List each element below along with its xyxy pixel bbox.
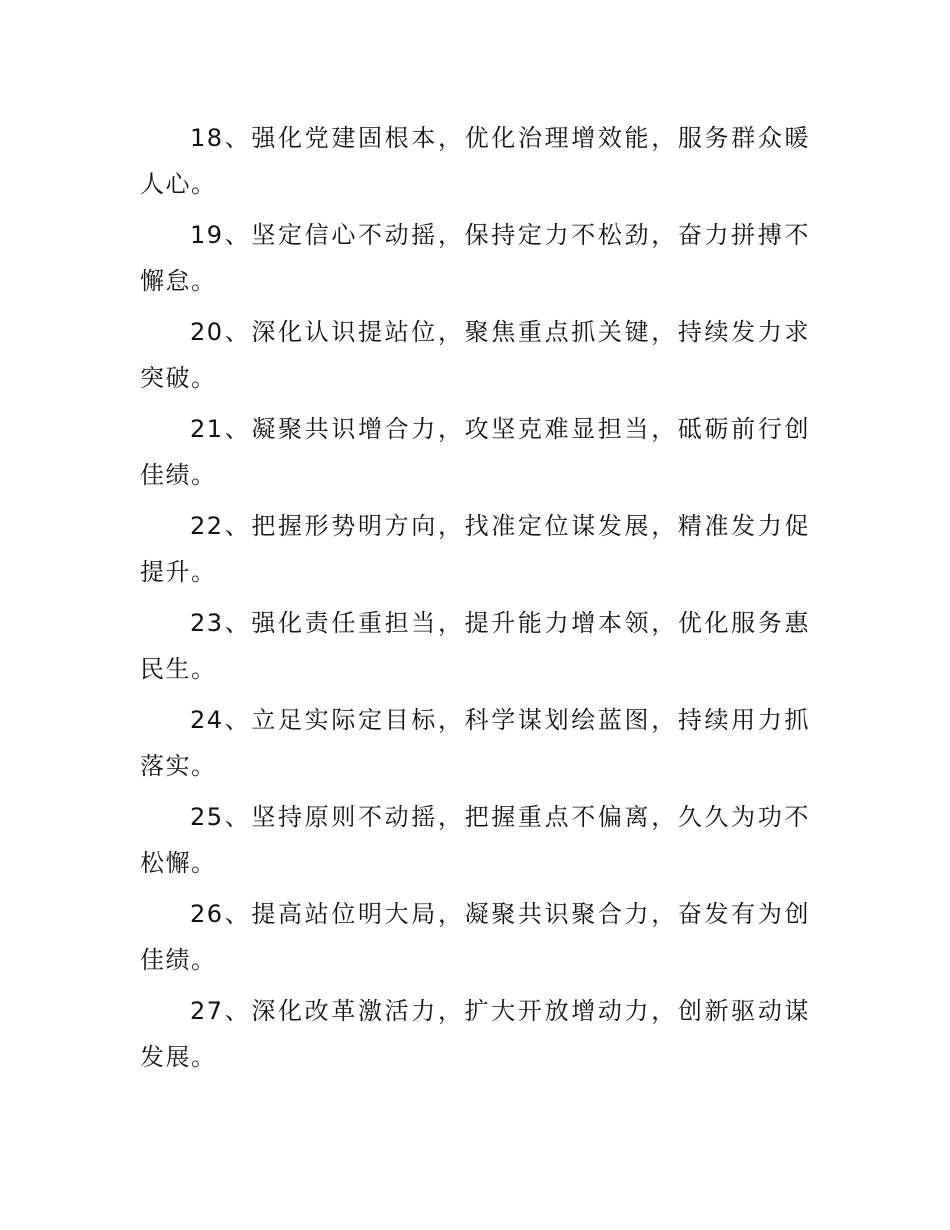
paragraph-21: 21、凝聚共识增合力，攻坚克难显担当，砥砺前行创佳绩。	[140, 415, 810, 489]
paragraph-25: 25、坚持原则不动摇，把握重点不偏离，久久为功不松懈。	[140, 803, 810, 877]
paragraph-20: 20、深化认识提站位，聚焦重点抓关键，持续发力求突破。	[140, 318, 810, 392]
document-body	[140, 115, 810, 1085]
paragraph-19: 19、坚定信心不动摇，保持定力不松劲，奋力拼搏不懈怠。	[140, 221, 810, 295]
paragraph-18: 18、强化党建固根本，优化治理增效能，服务群众暖人心。	[140, 124, 810, 198]
paragraph-27: 27、深化改革激活力，扩大开放增动力，创新驱动谋发展。	[140, 997, 810, 1071]
paragraph-26: 26、提高站位明大局，凝聚共识聚合力，奋发有为创佳绩。	[140, 900, 810, 974]
paragraph-22: 22、把握形势明方向，找准定位谋发展，精准发力促提升。	[140, 512, 810, 586]
paragraph-24: 24、立足实际定目标，科学谋划绘蓝图，持续用力抓落实。	[140, 706, 810, 780]
paragraph-23: 23、强化责任重担当，提升能力增本领，优化服务惠民生。	[140, 609, 810, 683]
